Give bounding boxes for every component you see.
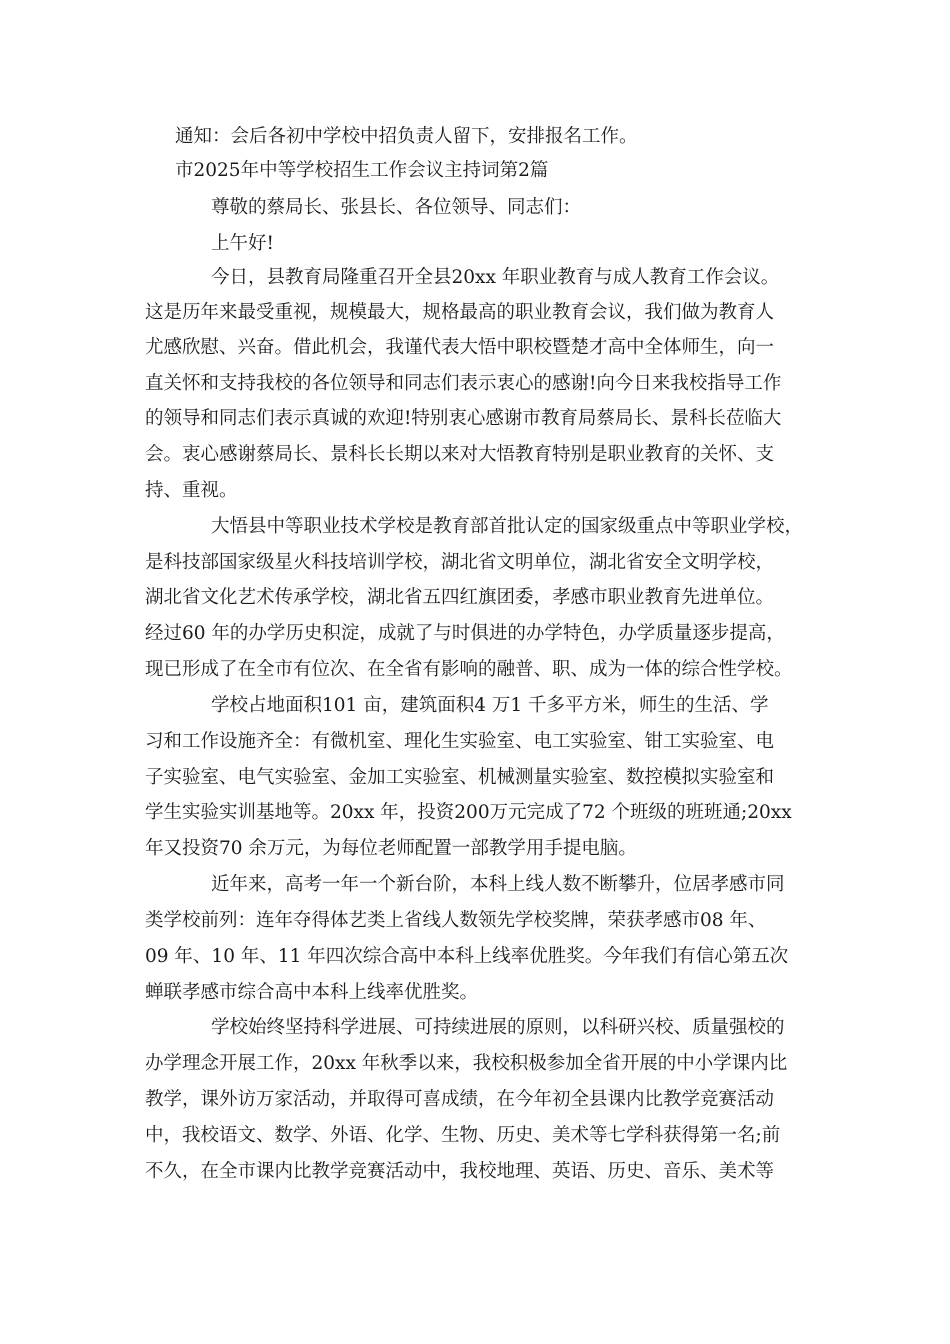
paragraph-5-line-1: 学校始终坚持科学进展、可持续进展的原则，以科研兴校、质量强校的 xyxy=(211,1017,785,1038)
paragraph-3-line-3: 子实验室、电气实验室、金加工实验室、机械测量实验室、数控模拟实验室和 xyxy=(145,767,775,788)
paragraph-2-line-3: 湖北省文化艺术传承学校，湖北省五四红旗团委，孝感市职业教育先进单位。 xyxy=(145,587,775,608)
paragraph-1-line-5: 的领导和同志们表示真诚的欢迎!特别衷心感谢市教育局蔡局长、景科长莅临大 xyxy=(145,408,782,429)
section-heading: 市2025年中等学校招生工作会议主持词第2篇 xyxy=(175,160,549,181)
text-line-1: 通知：会后各初中学校中招负责人留下，安排报名工作。 xyxy=(175,126,638,147)
paragraph-1-line-1: 今日，县教育局隆重召开全县20xx 年职业教育与成人教育工作会议。 xyxy=(211,267,780,288)
paragraph-5-line-4: 中，我校语文、数学、外语、化学、生物、历史、美术等七学科获得第一名;前 xyxy=(145,1125,781,1146)
paragraph-2-line-2: 是科技部国家级星火科技培训学校，湖北省文明单位，湖北省安全文明学校， xyxy=(145,552,775,573)
paragraph-4-line-2: 类学校前列：连年夺得体艺类上省线人数领先学校奖牌，荣获孝感市08 年、 xyxy=(145,910,767,931)
paragraph-1-line-6: 会。衷心感谢蔡局长、景科长长期以来对大悟教育特别是职业教育的关怀、支 xyxy=(145,444,775,465)
paragraph-2-line-1: 大悟县中等职业技术学校是教育部首批认定的国家级重点中等职业学校， xyxy=(211,516,804,537)
paragraph-4-line-1: 近年来，高考一年一个新台阶，本科上线人数不断攀升，位居孝感市同 xyxy=(211,874,785,895)
paragraph-5-line-5: 不久，在全市课内比教学竞赛活动中，我校地理、英语、历史、音乐、美术等 xyxy=(145,1161,775,1182)
paragraph-5-line-2: 办学理念开展工作，20xx 年秋季以来，我校积极参加全省开展的中小学课内比 xyxy=(145,1053,788,1074)
greeting-line: 尊敬的蔡局长、张县长、各位领导、同志们： xyxy=(211,197,582,218)
paragraph-5-line-3: 教学，课外访万家活动，并取得可喜成绩，在今年初全县课内比教学竞赛活动 xyxy=(145,1089,775,1110)
paragraph-3-line-5: 年又投资70 余万元，为每位老师配置一部教学用手提电脑。 xyxy=(145,838,637,859)
greeting-morning: 上午好! xyxy=(211,233,274,254)
paragraph-1-line-3: 尤感欣慰、兴奋。借此机会，我谨代表大悟中职校暨楚才高中全体师生，向一 xyxy=(145,337,775,358)
paragraph-3-line-4: 学生实验实训基地等。20xx 年，投资200万元完成了72 个班级的班班通;20xx xyxy=(145,802,792,823)
paragraph-4-line-4: 蝉联孝感市综合高中本科上线率优胜奖。 xyxy=(145,982,479,1003)
paragraph-4-line-3: 09 年、10 年、11 年四次综合高中本科上线率优胜奖。今年我们有信心第五次 xyxy=(145,946,789,967)
paragraph-1-line-4: 直关怀和支持我校的各位领导和同志们表示衷心的感谢!向今日来我校指导工作 xyxy=(145,373,782,394)
paragraph-2-line-4: 经过60 年的办学历史积淀，成就了与时俱进的办学特色，办学质量逐步提高， xyxy=(145,623,785,644)
paragraph-3-line-1: 学校占地面积101 亩，建筑面积4 万1 千多平方米，师生的生活、学 xyxy=(211,695,769,716)
paragraph-1-line-2: 这是历年来最受重视，规模最大，规格最高的职业教育会议，我们做为教育人 xyxy=(145,302,775,323)
paragraph-1-line-7: 持、重视。 xyxy=(145,480,238,501)
paragraph-2-line-5: 现已形成了在全市有位次、在全省有影响的融普、职、成为一体的综合性学校。 xyxy=(145,659,793,680)
paragraph-3-line-2: 习和工作设施齐全：有微机室、理化生实验室、电工实验室、钳工实验室、电 xyxy=(145,731,775,752)
